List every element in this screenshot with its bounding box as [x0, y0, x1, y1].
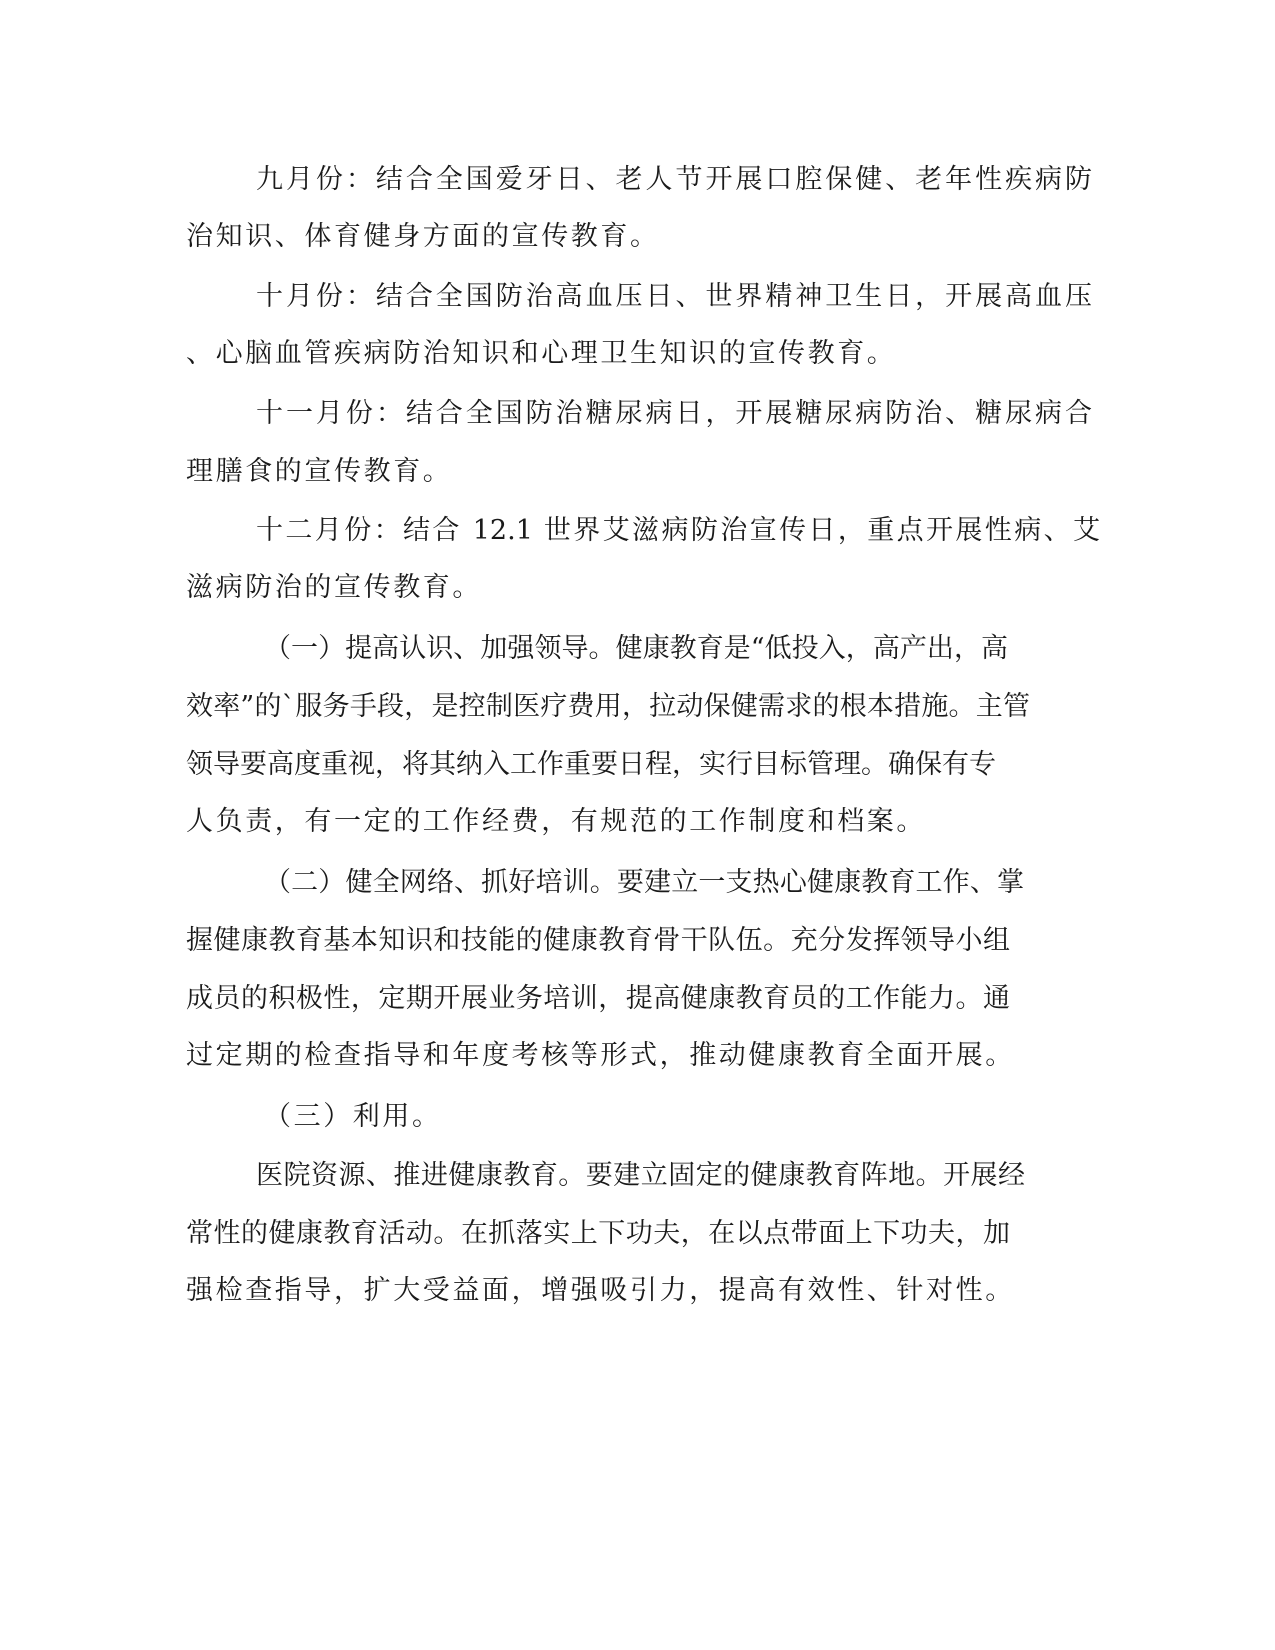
text-line: 理膳食的宣传教育。 [186, 456, 453, 487]
text-line: 十一月份：结合全国防治糖尿病日，开展糖尿病防治、糖尿病合 [256, 398, 1092, 429]
text-line: 成员的积极性，定期开展业务培训，提高健康教育员的工作能力。通 [186, 983, 1010, 1014]
text-line: 医院资源、推进健康教育。要建立固定的健康教育阵地。开展经 [256, 1160, 1025, 1191]
text-line: 、心脑血管疾病防治知识和心理卫生知识的宣传教育。 [186, 338, 897, 369]
text-line: 过定期的检查指导和年度考核等形式，推动健康教育全面开展。 [186, 1040, 1015, 1071]
text-line: 人负责，有一定的工作经费，有规范的工作制度和档案。 [186, 806, 926, 837]
text-line: 领导要高度重视，将其纳入工作重要日程，实行目标管理。确保有专 [186, 749, 996, 780]
text-line: 滋病防治的宣传教育。 [186, 572, 482, 603]
text-line: 效率”的`服务手段，是控制医疗费用，拉动保健需求的根本措施。主管 [186, 691, 1030, 722]
text-line: （三）利用。 [264, 1101, 442, 1132]
text-line: 九月份：结合全国爱牙日、老人节开展口腔保健、老年性疾病防 [256, 164, 1092, 195]
text-line: 常性的健康教育活动。在抓落实上下功夫，在以点带面上下功夫，加 [186, 1218, 1010, 1249]
text-line: 强检查指导，扩大受益面，增强吸引力，提高有效性、针对性。 [186, 1275, 1015, 1306]
text-line: 十月份：结合全国防治高血压日、世界精神卫生日，开展高血压 [256, 281, 1092, 312]
text-line: 治知识、体育健身方面的宣传教育。 [186, 221, 660, 252]
text-line: （二）健全网络、抓好培训。要建立一支热心健康教育工作、掌 [264, 867, 1024, 898]
text-line: 握健康教育基本知识和技能的健康教育骨干队伍。充分发挥领导小组 [186, 925, 1010, 956]
text-line: 十二月份：结合 12.1 世界艾滋病防治宣传日，重点开展性病、艾 [256, 515, 1100, 546]
text-line: （一）提高认识、加强领导。健康教育是“低投入，高产出，高 [264, 633, 1008, 664]
